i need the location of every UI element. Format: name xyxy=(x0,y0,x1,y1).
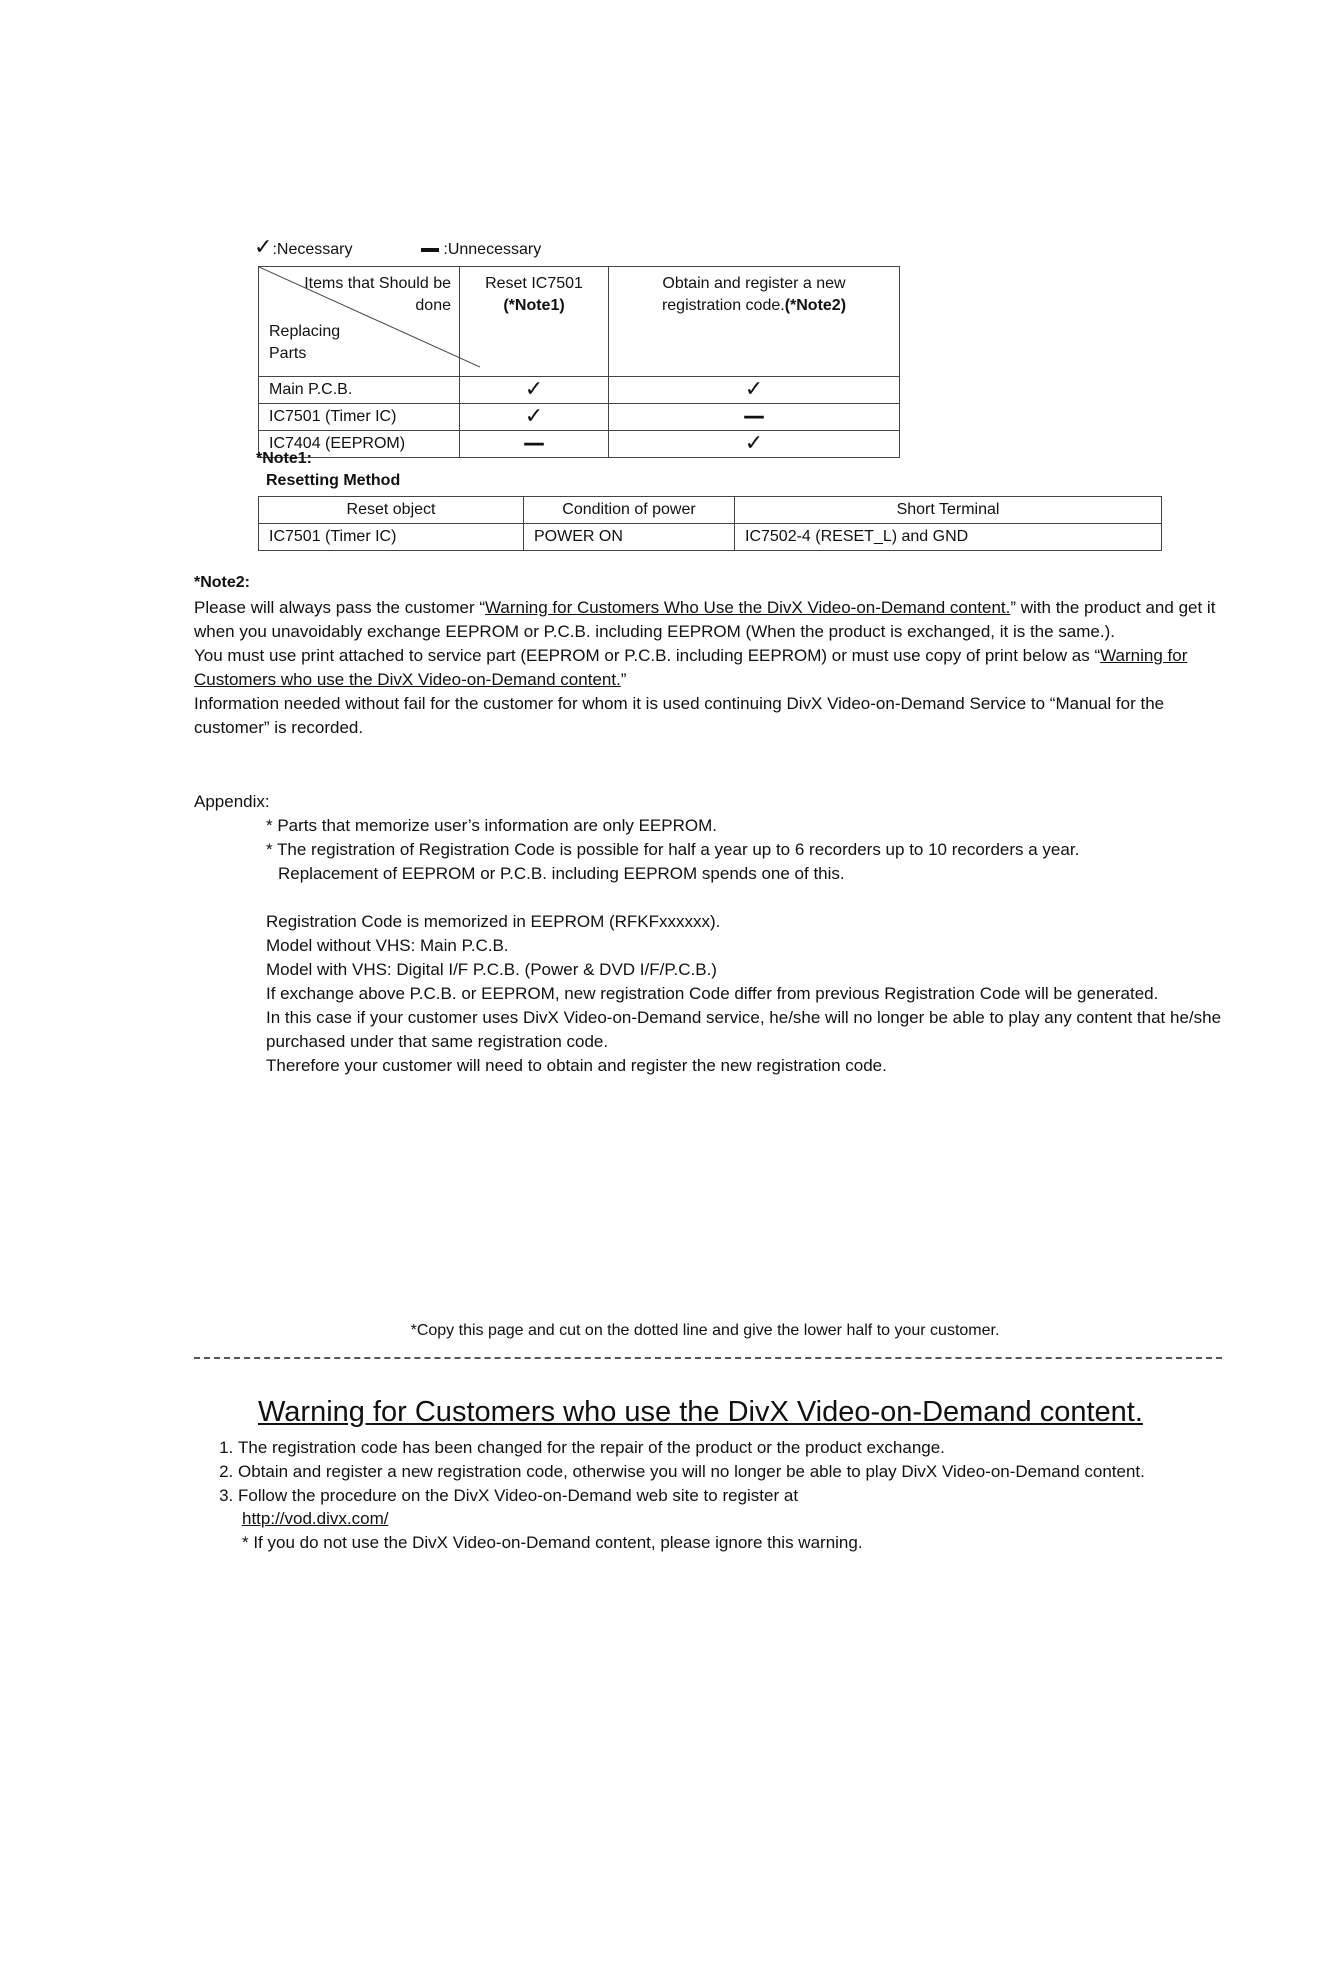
note1-subtitle: Resetting Method xyxy=(266,472,401,489)
check-mark-icon: ✓ xyxy=(460,377,609,404)
table-header-row xyxy=(259,267,900,377)
reset-method-table xyxy=(258,496,1162,551)
appendix-line: Registration Code is memorized in EEPROM (RFKFxxxxxx). xyxy=(266,912,721,931)
dash-icon xyxy=(421,248,439,252)
note1-title: *Note1: xyxy=(256,450,313,467)
table-row xyxy=(259,377,900,404)
part-cell: IC7404 (EEPROM) xyxy=(259,431,460,458)
table-header-cell: Condition of power xyxy=(524,497,735,524)
corner-top-label: Items that Should be done xyxy=(304,275,451,314)
replacement-table xyxy=(258,266,900,458)
table-header-cell: Reset object xyxy=(259,497,524,524)
list-item: 3. Follow the procedure on the DivX Video-on-Demand web site to register at xyxy=(238,1484,1248,1508)
appendix-line: In this case if your customer uses DivX Video-on-Demand service, he/she will no longer be able to play any content that he/she purchased under that same registration code. xyxy=(266,1008,1222,1051)
appendix-line: If exchange above P.C.B. or EEPROM, new registration Code differ from previous Registration Code will be generated. xyxy=(266,984,1159,1003)
appendix-line: Therefore your customer will need to obtain and register the new registration code. xyxy=(266,1056,887,1075)
appendix-bullet: * Parts that memorize user’s information are only EEPROM. xyxy=(266,816,717,835)
appendix-line: Model without VHS: Main P.C.B. xyxy=(266,936,509,955)
table-header-row xyxy=(259,497,1162,524)
appendix-details xyxy=(266,910,1241,1078)
appendix-bullet-continuation: Replacement of EEPROM or P.C.B. including EEPROM spends one of this. xyxy=(278,864,845,883)
corner-bottom-label: Replacing Parts xyxy=(269,323,341,362)
appendix-line: Model with VHS: Digital I/F P.C.B. (Power & DVD I/F/P.C.B.) xyxy=(266,960,717,979)
part-cell: IC7501 (Timer IC) xyxy=(259,404,460,431)
table-row xyxy=(259,524,1162,551)
warning-list xyxy=(216,1436,1248,1508)
table-row xyxy=(259,431,900,458)
note2-paragraph-3: Information needed without fail for the customer for whom it is used continuing DivX Video-on-Demand Service to “Manual for the customer” is recorded. xyxy=(194,694,1165,737)
warning-title: Warning for Customers who use the DivX Video-on-Demand content. xyxy=(258,1396,1143,1428)
check-mark-icon: ✓ xyxy=(609,377,900,404)
legend-unnecessary: :Unnecessary xyxy=(443,241,542,258)
dash-icon: — xyxy=(609,404,900,431)
part-cell: Main P.C.B. xyxy=(259,377,460,404)
ignore-note: * If you do not use the DivX Video-on-Demand content, please ignore this warning. xyxy=(242,1533,863,1552)
dotted-cut-line xyxy=(194,1357,1222,1359)
legend xyxy=(254,235,542,260)
reset-header-cell: Reset IC7501 (*Note1) xyxy=(460,267,609,377)
list-item: 2. Obtain and register a new registration code, otherwise you will no longer be able to play DivX Video-on-Demand content. xyxy=(238,1460,1248,1484)
divx-url-link[interactable]: http://vod.divx.com/ xyxy=(242,1509,389,1528)
check-mark-icon: ✓ xyxy=(609,431,900,458)
table-cell: IC7501 (Timer IC) xyxy=(259,524,524,551)
appendix-title: Appendix: xyxy=(194,792,270,811)
cut-instruction: *Copy this page and cut on the dotted line and give the lower half to your customer. xyxy=(410,1322,1000,1339)
check-mark-icon: ✓ xyxy=(254,235,273,260)
legend-necessary: :Necessary xyxy=(272,241,353,258)
table-row xyxy=(259,404,900,431)
corner-header-cell xyxy=(259,267,460,377)
dash-icon: — xyxy=(460,431,609,458)
appendix-bullet: * The registration of Registration Code is possible for half a year up to 6 recorders up to 10 recorders a year. xyxy=(266,840,1080,859)
note2-paragraph-2: You must use print attached to service part (EEPROM or P.C.B. including EEPROM) or must use copy of print below as “Warning for Customers who use the DivX Video-on-Demand content.” xyxy=(194,646,1188,689)
register-header-cell: Obtain and register a new registration code.(*Note2) xyxy=(609,267,900,377)
note2-paragraph-1: Please will always pass the customer “Warning for Customers Who Use the DivX Video-on-Demand content.” with the product and get it when you unavoidably exchange EEPROM or P.C.B. including EEPROM (When the product is exchanged, it is the same.). xyxy=(194,598,1216,641)
table-cell: IC7502-4 (RESET_L) and GND xyxy=(735,524,1162,551)
appendix-bullets xyxy=(266,814,1241,886)
table-header-cell: Short Terminal xyxy=(735,497,1162,524)
note2-body xyxy=(194,596,1239,740)
check-mark-icon: ✓ xyxy=(460,404,609,431)
note2-title: *Note2: xyxy=(194,574,251,591)
list-item: 1. The registration code has been changed for the repair of the product or the product exchange. xyxy=(238,1436,1248,1460)
table-cell: POWER ON xyxy=(524,524,735,551)
